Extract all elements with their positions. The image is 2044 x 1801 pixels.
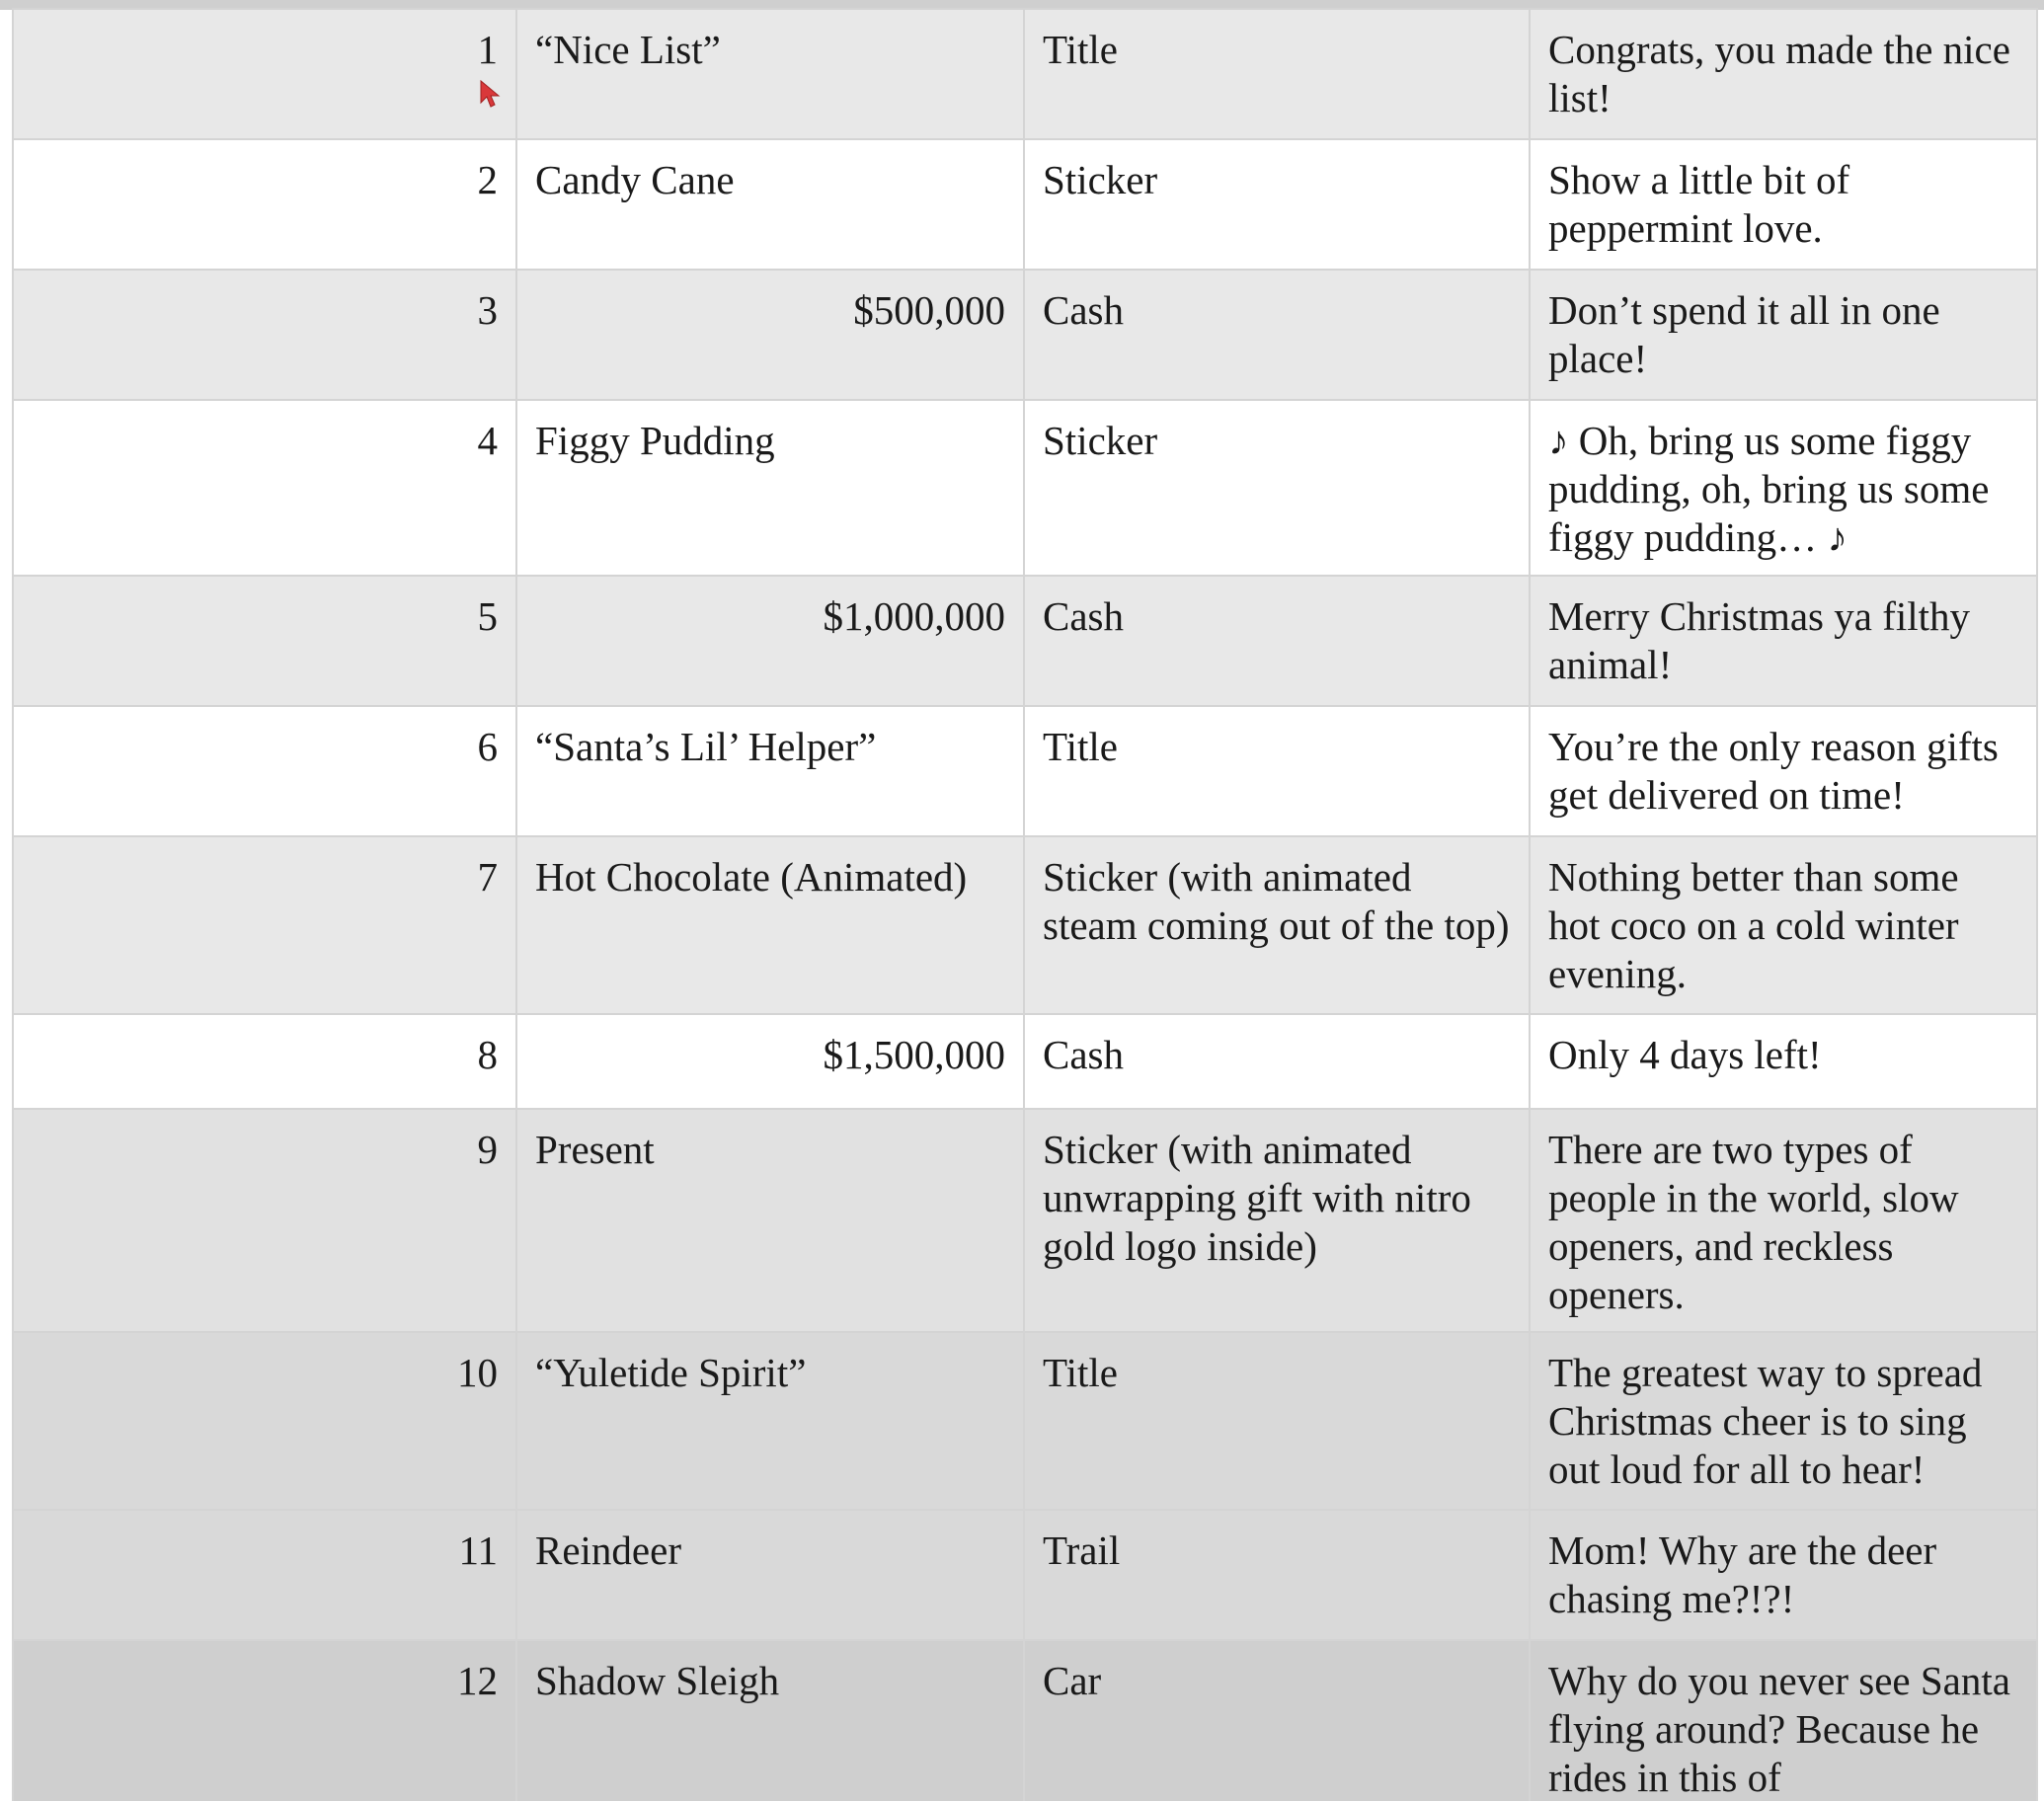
reward-type: Cash bbox=[1024, 270, 1530, 400]
reward-type: Sticker (with animated unwrapping gift with nitro gold logo inside) bbox=[1024, 1109, 1530, 1332]
row-number: 9 bbox=[13, 1109, 516, 1332]
reward-description: There are two types of people in the world, slow openers, and reckless openers. bbox=[1530, 1109, 2037, 1332]
reward-type: Title bbox=[1024, 9, 1530, 139]
reward-name: Figgy Pudding bbox=[516, 400, 1024, 576]
table-row bbox=[13, 139, 2037, 270]
table-row bbox=[13, 836, 2037, 1014]
reward-description: Congrats, you made the nice list! bbox=[1530, 9, 2037, 139]
reward-type: Sticker (with animated steam coming out of the top) bbox=[1024, 836, 1530, 1014]
reward-name: “Yuletide Spirit” bbox=[516, 1332, 1024, 1510]
reward-name: Present bbox=[516, 1109, 1024, 1332]
reward-description: Don’t spend it all in one place! bbox=[1530, 270, 2037, 400]
mouse-pointer-icon bbox=[479, 79, 501, 111]
reward-description: Nothing better than some hot coco on a cold winter evening. bbox=[1530, 836, 2037, 1014]
reward-description: Only 4 days left! bbox=[1530, 1014, 2037, 1109]
reward-description: The greatest way to spread Christmas cheer is to sing out loud for all to hear! bbox=[1530, 1332, 2037, 1510]
reward-name: Reindeer bbox=[516, 1510, 1024, 1640]
reward-description: Merry Christmas ya filthy animal! bbox=[1530, 576, 2037, 706]
table-row bbox=[13, 270, 2037, 400]
table-row bbox=[13, 1014, 2037, 1109]
reward-type: Sticker bbox=[1024, 400, 1530, 576]
reward-name: Hot Chocolate (Animated) bbox=[516, 836, 1024, 1014]
reward-type: Cash bbox=[1024, 1014, 1530, 1109]
row-number: 5 bbox=[13, 576, 516, 706]
row-number: 8 bbox=[13, 1014, 516, 1109]
table-row bbox=[13, 706, 2037, 836]
reward-type: Title bbox=[1024, 1332, 1530, 1510]
row-number: 11 bbox=[13, 1510, 516, 1640]
reward-name: $1,000,000 bbox=[516, 576, 1024, 706]
reward-description: Show a little bit of peppermint love. bbox=[1530, 139, 2037, 270]
table-row bbox=[13, 1640, 2037, 1801]
reward-type: Cash bbox=[1024, 576, 1530, 706]
row-number: 10 bbox=[13, 1332, 516, 1510]
reward-type: Trail bbox=[1024, 1510, 1530, 1640]
row-number: 3 bbox=[13, 270, 516, 400]
table-row bbox=[13, 400, 2037, 576]
table-row bbox=[13, 1109, 2037, 1332]
reward-type: Sticker bbox=[1024, 139, 1530, 270]
row-number: 1 bbox=[13, 9, 516, 139]
row-number: 2 bbox=[13, 139, 516, 270]
reward-type: Car bbox=[1024, 1640, 1530, 1801]
row-number: 7 bbox=[13, 836, 516, 1014]
table-row bbox=[13, 1510, 2037, 1640]
reward-type: Title bbox=[1024, 706, 1530, 836]
reward-description: Mom! Why are the deer chasing me?!?! bbox=[1530, 1510, 2037, 1640]
reward-name: $500,000 bbox=[516, 270, 1024, 400]
reward-description: Why do you never see Santa flying around? Because he rides in this of bbox=[1530, 1640, 2037, 1801]
reward-description: You’re the only reason gifts get delivered on time! bbox=[1530, 706, 2037, 836]
reward-name: Candy Cane bbox=[516, 139, 1024, 270]
reward-name: “Santa’s Lil’ Helper” bbox=[516, 706, 1024, 836]
row-number: 6 bbox=[13, 706, 516, 836]
table-row bbox=[13, 576, 2037, 706]
row-number: 12 bbox=[13, 1640, 516, 1801]
rewards-table bbox=[12, 8, 2038, 1801]
reward-description: ♪ Oh, bring us some figgy pudding, oh, bring us some figgy pudding… ♪ bbox=[1530, 400, 2037, 576]
reward-name: “Nice List” bbox=[516, 9, 1024, 139]
row-number: 4 bbox=[13, 400, 516, 576]
table-row bbox=[13, 9, 2037, 139]
table-row bbox=[13, 1332, 2037, 1510]
reward-name: $1,500,000 bbox=[516, 1014, 1024, 1109]
reward-name: Shadow Sleigh bbox=[516, 1640, 1024, 1801]
